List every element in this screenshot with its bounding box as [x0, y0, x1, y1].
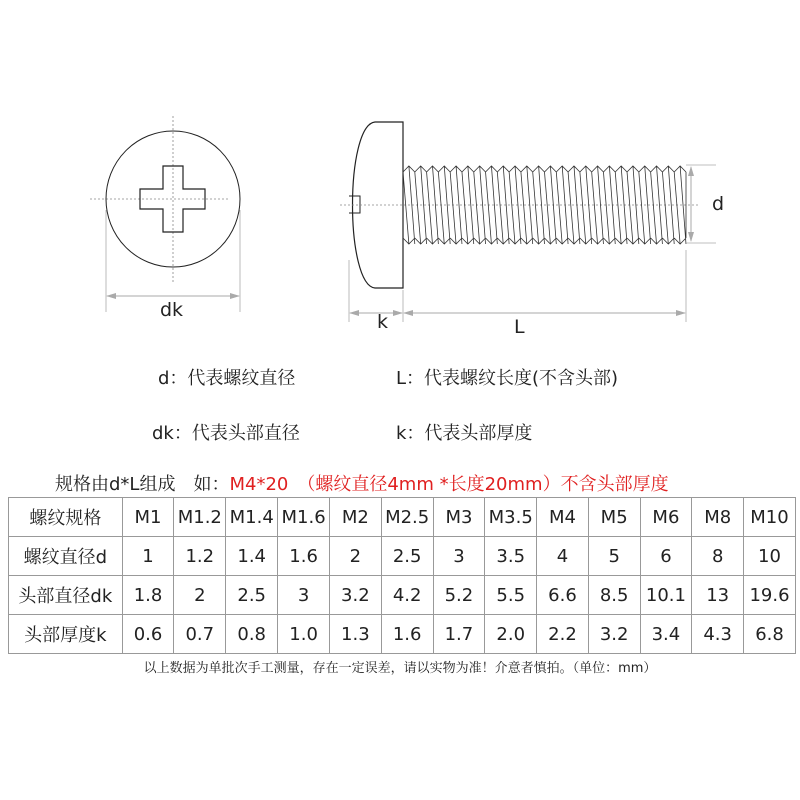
- table-cell: M3.5: [485, 498, 537, 537]
- table-cell: 5.2: [433, 576, 485, 615]
- table-cell: 3.2: [330, 576, 382, 615]
- table-cell: 1.3: [330, 615, 382, 654]
- table-cell: 1.2: [174, 537, 226, 576]
- dk-label: dk: [160, 299, 184, 321]
- table-cell: M8: [692, 498, 744, 537]
- table-cell: M1.4: [226, 498, 278, 537]
- table-cell: 4: [537, 537, 589, 576]
- table-cell: 1.6: [381, 615, 433, 654]
- row-header: 头部厚度k: [9, 615, 123, 654]
- spec-note-example: M4*20 （螺纹直径4mm *长度20mm）不含头部厚度: [229, 474, 669, 495]
- table-cell: 5.5: [485, 576, 537, 615]
- table-cell: M4: [537, 498, 589, 537]
- table-cell: 6.6: [537, 576, 589, 615]
- table-cell: 6.8: [744, 615, 796, 654]
- table-cell: 1.6: [278, 537, 330, 576]
- table-row: [9, 615, 796, 654]
- table-cell: 1.7: [433, 615, 485, 654]
- table-cell: M1: [122, 498, 174, 537]
- table-row: [9, 498, 796, 537]
- L-label: L: [514, 316, 525, 338]
- table-cell: 0.8: [226, 615, 278, 654]
- legend-k: k：代表头部厚度: [396, 423, 533, 444]
- table-cell: 3: [433, 537, 485, 576]
- table-cell: 3.5: [485, 537, 537, 576]
- table-cell: M6: [640, 498, 692, 537]
- table-cell: M5: [588, 498, 640, 537]
- spec-table: [8, 497, 796, 654]
- row-header: 螺纹规格: [9, 498, 123, 537]
- spec-note: [55, 470, 669, 496]
- table-cell: 2: [330, 537, 382, 576]
- spec-note-prefix: 规格由d*L组成 如：: [55, 474, 230, 495]
- table-cell: 2.5: [226, 576, 278, 615]
- legend-d: d：代表螺纹直径: [158, 368, 296, 389]
- table-cell: M3: [433, 498, 485, 537]
- table-cell: 1: [122, 537, 174, 576]
- table-cell: 3.2: [588, 615, 640, 654]
- row-header: 螺纹直径d: [9, 537, 123, 576]
- table-cell: 5: [588, 537, 640, 576]
- footer-note: 以上数据为单批次手工测量，存在一定误差，请以实物为准！介意者慎拍。（单位：mm）: [143, 661, 657, 676]
- table-row: [9, 537, 796, 576]
- table-cell: 3.4: [640, 615, 692, 654]
- table-cell: 6: [640, 537, 692, 576]
- table-cell: 3: [278, 576, 330, 615]
- table-cell: 4.2: [381, 576, 433, 615]
- table-cell: M2: [330, 498, 382, 537]
- table-cell: 8: [692, 537, 744, 576]
- d-label: d: [712, 193, 725, 215]
- table-cell: M2.5: [381, 498, 433, 537]
- table-cell: 2.2: [537, 615, 589, 654]
- table-cell: 10.1: [640, 576, 692, 615]
- table-row: [9, 576, 796, 615]
- legend-dk: dk：代表头部直径: [152, 423, 300, 444]
- table-cell: 2.5: [381, 537, 433, 576]
- legend-L: L：代表螺纹长度(不含头部): [396, 368, 619, 389]
- table-cell: 2.0: [485, 615, 537, 654]
- row-header: 头部直径dk: [9, 576, 123, 615]
- table-cell: 4.3: [692, 615, 744, 654]
- table-cell: 1.0: [278, 615, 330, 654]
- table-cell: 10: [744, 537, 796, 576]
- table-cell: M10: [744, 498, 796, 537]
- table-cell: 2: [174, 576, 226, 615]
- head-top-view: [90, 116, 240, 312]
- table-cell: 8.5: [588, 576, 640, 615]
- table-cell: M1.6: [278, 498, 330, 537]
- table-cell: 0.7: [174, 615, 226, 654]
- screw-side-view: [340, 122, 716, 322]
- table-cell: 1.4: [226, 537, 278, 576]
- table-cell: 0.6: [122, 615, 174, 654]
- table-cell: 13: [692, 576, 744, 615]
- table-cell: 19.6: [744, 576, 796, 615]
- k-label: k: [377, 311, 389, 333]
- table-cell: 1.8: [122, 576, 174, 615]
- table-cell: M1.2: [174, 498, 226, 537]
